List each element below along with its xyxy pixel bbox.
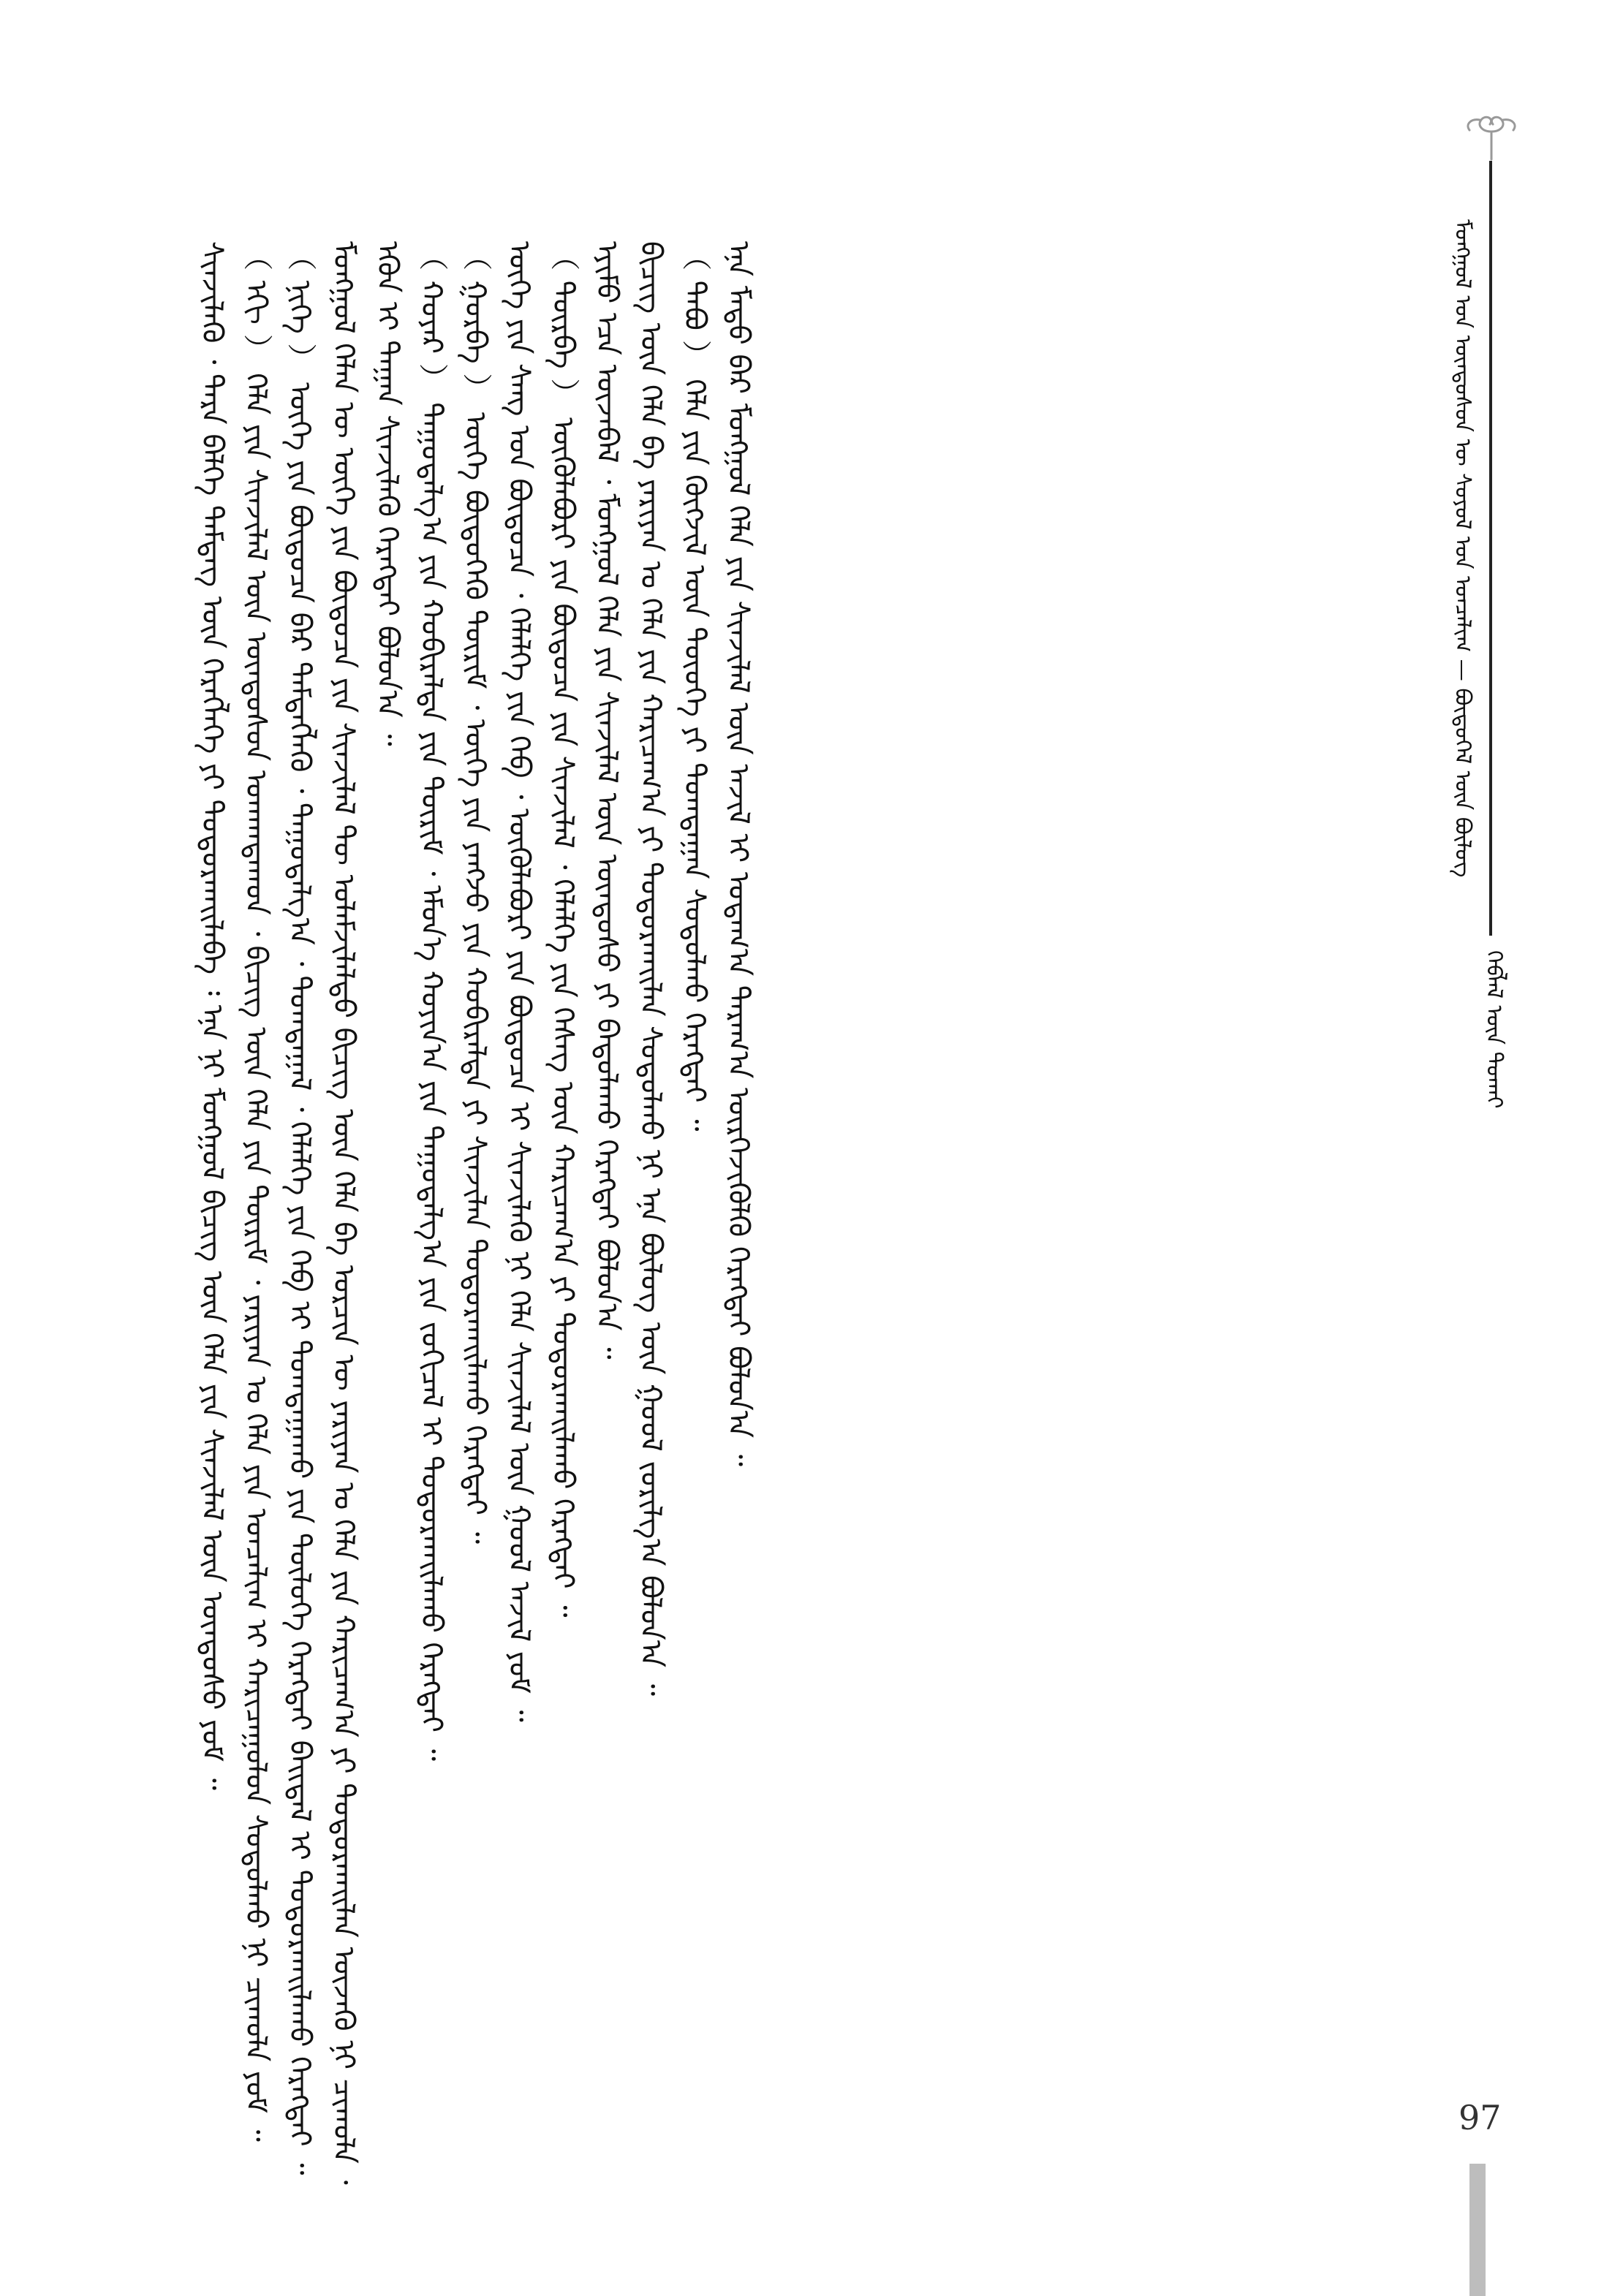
paragraph: （ ᠭᠤᠷᠪᠠ ） ᠦᠭᠡ ᠪᠦᠲᠦᠭᠡᠬᠦ ᠳᠦᠷᠢᠮ ᠂ ᠦᠭᠡ ᠶᠢᠨ ᠶᠠᠩᠵᠤ ᠶᠢᠨ ᠬᠤᠪᠢᠷᠠᠯᠲᠠ ᠶᠢ ᠰᠢᠨᠵᠢᠯᠡᠨ ᠲᠣᠳᠣᠷᠬᠠᠢᠯᠠᠬᠤ ᠬᠡᠷᠡᠭᠲᠡᠢ ᠃ [458, 241, 492, 1545]
page-edge-tab [1469, 2164, 1486, 2296]
running-header-subtitle: ᠬᠡᠪᠯᠡᠯ ᠦᠨ ᠲᠤᠬᠠᠢ [1481, 950, 1507, 1109]
paragraph: （ ᠳᠥᠷᠪᠡ ） ᠦᠭᠦᠯᠡᠪᠦᠷᠢ ᠶᠢᠨ ᠪᠦᠲᠦᠴᠡ ᠶᠢᠨ ᠰᠢᠨᠵᠢᠯᠡᠯ ᠂ ᠬᠡᠯᠡᠯᠭᠡ ᠶᠢᠨ ᠬᠡᠰᠡᠭ ᠦᠨ ᠬᠠᠷᠢᠴᠠᠭ᠎ᠠ ᠶᠢ ᠲᠣᠳᠣᠷᠬᠠᠢᠯᠠᠬᠤ ᠬᠡᠷᠡᠭᠲᠡᠢ ᠃ [546, 241, 580, 1618]
body-text [190, 241, 1433, 2229]
running-header-title: ᠮᠣᠩᠭᠣᠯ ᠤᠨ ᠦᠨᠳᠦᠰᠦᠨ ᠦ ᠰᠤᠶᠤᠯ ᠤᠨ ᠣᠨᠴᠠᠯᠢᠭ — ᠪᠦᠲᠦᠭᠡᠯ ᠦᠨ ᠪᠦᠯᠦᠭ [1450, 219, 1475, 878]
paragraph: （ ᠨᠢᠭᠡ ） ᠦᠭᠡ ᠶᠢᠨ ᠪᠦᠲᠦᠴᠡ ᠪᠡᠷ ᠲᠡᠮᠳᠡᠭᠯᠡᠬᠦ ᠂ ᠳᠠᠭᠤᠳᠠᠯᠭ᠎ᠠ ᠂ ᠲᠣᠭᠲᠠᠭᠠᠯ ᠂ ᠬᠡᠯᠡᠯᠭᠡ ᠶᠢᠨ ᠬᠡᠪ ᠢ ᠲᠣᠭᠲᠠᠭᠠᠬᠤ ᠶᠢᠨ ᠲᠥᠯᠥᠭᠡ ᠬᠡᠷᠡᠭᠲᠡᠢ ᠪᠠᠢᠳᠠᠯ ᠢ ᠲᠣᠳᠣᠷᠬᠠᠢᠯᠠᠬᠤ ᠬᠡᠷᠡᠭᠲᠡᠢ ᠃ [283, 241, 317, 2175]
paragraph: ᠰᠢᠨᠵᠢᠯᠡᠬᠦ ᠂ ᠲᠡᠷᠡ ᠪᠡᠯᠭᠡ ᠲᠡᠮᠳᠡᠭ ᠦᠨ ᠬᠡᠷᠡᠭᠯᠡᠭᠡ ᠶᠢ ᠲᠣᠳᠣᠷᠬᠠᠢᠯᠠᠪᠠ ᠄ ᠡᠨᠡ ᠨᠢ ᠮᠣᠩᠭᠣᠯ ᠪᠢᠴᠢᠭ ᠦᠨ ᠬᠡᠯᠡ ᠶᠢᠨ ᠰᠢᠨᠵᠢᠯᠡᠯ ᠦᠨ ᠦᠨᠳᠦᠰᠦ ᠶᠤᠮ ᠃ [195, 241, 229, 1791]
paragraph: ᠪᠢᠴᠢᠭ ᠦᠨ ᠬᠡᠯᠡ ᠪᠠ ᠶᠠᠷᠢᠶᠠᠨ ᠤ ᠬᠡᠯᠡ ᠶᠢᠨ ᠬᠠᠷᠢᠴᠠᠭ᠎ᠠ ᠶᠢ ᠲᠣᠳᠣᠷᠬᠠᠢᠯᠠᠨ ᠰᠤᠳᠤᠯᠬᠤ ᠨᠢ ᠡᠨᠡ ᠪᠦᠯᠦᠭ ᠦᠨ ᠭᠣᠣᠯ ᠵᠣᠷᠢᠯᠭ᠎ᠠ ᠪᠣᠯᠤᠨ᠎ᠠ ᠃ [634, 241, 667, 1697]
paragraph: （ ᠬᠣᠶᠠᠷ ） ᠳᠠᠭᠤᠳᠠᠯᠭ᠎ᠠ ᠶᠢᠨ ᠬᠤᠪᠢᠷᠠᠯᠲᠠ ᠶᠢᠨ ᠳᠦᠷᠢᠮ ᠂ ᠡᠮᠦᠨ᠎ᠡ ᠬᠣᠶᠢᠨ᠎ᠠ ᠶᠢᠨ ᠳᠠᠭᠤᠳᠠᠯᠭ᠎ᠠ ᠶᠢᠨ ᠵᠣᠬᠢᠴᠠᠯ ᠢ ᠲᠣᠳᠣᠷᠬᠠᠢᠯᠠᠬᠤ ᠬᠡᠷᠡᠭᠲᠡᠢ ᠃ [415, 241, 448, 1762]
paragraph: ᠡᠶᠢᠮᠦ ᠡᠴᠡ ᠦᠵᠡᠪᠡᠯ ᠂ ᠮᠣᠩᠭᠣᠯ ᠬᠡᠯᠡ ᠶᠢᠨ ᠰᠢᠨᠵᠢᠯᠡᠯ ᠦᠨ ᠦᠨᠳᠦᠰᠦ ᠶᠢ ᠪᠠᠲᠤᠯᠠᠬᠤ ᠬᠡᠷᠡᠭᠲᠡᠢ ᠪᠣᠯᠤᠨ᠎ᠠ ᠃ [590, 241, 624, 1360]
header-rule [1489, 161, 1492, 936]
paragraph: ᠡᠨᠡ ᠮᠡᠲᠦ ᠪᠠᠷ ᠮᠣᠩᠭᠣᠯ ᠬᠡᠯᠡ ᠶᠢᠨ ᠰᠢᠨᠵᠢᠯᠡᠯ ᠦᠨ ᠠᠵᠢᠯ ᠢ ᠤᠳᠠᠭ᠎ᠠ ᠳᠠᠷᠠᠭ᠎ᠠ ᠥᠷᠭᠡᠵᠢᠭᠦᠯᠬᠦ ᠬᠡᠷᠡᠭᠲᠡᠢ ᠪᠣᠯᠤᠨ᠎ᠠ ᠃ [722, 241, 755, 1467]
paragraph: （ ᠡᠬᠢ ） ᠬᠡᠯᠡ ᠶᠢᠨ ᠰᠢᠨᠵᠢᠯᠡᠯ ᠦᠨ ᠦᠨᠳᠦᠰᠦᠨ ᠤᠬᠠᠭᠳᠠᠬᠤᠨ ᠂ ᠪᠢᠴᠢᠭ ᠦᠨ ᠬᠡᠯᠡ ᠶᠢᠨ ᠳᠦᠷᠢᠮ ᠂ ᠶᠠᠷᠢᠶᠠᠨ ᠤ ᠬᠡᠯᠡ ᠶᠢᠨ ᠣᠨᠴᠠᠯᠢᠭ ᠢ ᠬᠠᠷᠢᠴᠠᠭᠤᠯᠤᠨ ᠰᠤᠳᠤᠯᠬᠤ ᠨᠢ ᠴᠢᠬᠤᠯᠠ ᠶᠤᠮ ᠃ [239, 241, 273, 2142]
paragraph: ᠮᠣᠩᠭᠣᠯ ᠬᠡᠯᠡᠨ ᠦ ᠦᠭᠡ ᠶᠢᠨ ᠪᠦᠲᠦᠴᠡ ᠶᠢᠨ ᠰᠢᠨᠵᠢᠯᠡᠯ ᠲᠦ ᠤᠯᠠᠮᠵᠢᠯᠠᠯᠲᠤ ᠪᠢᠴᠢᠭ ᠦᠨ ᠬᠡᠯᠡ ᠪᠠ ᠣᠷᠴᠢᠨ ᠦ ᠶᠠᠷᠢᠶᠠᠨ ᠤ ᠬᠡᠯᠡ ᠶᠢᠨ ᠬᠠᠷᠢᠴᠠᠭ᠎ᠠ ᠶᠢ ᠲᠣᠳᠣᠷᠬᠠᠢᠯᠠᠨ ᠦᠵᠡᠬᠦ ᠨᠢ ᠴᠢᠬᠤᠯᠠ ᠂ ᠡᠭᠦᠨ ᠢ ᠳᠠᠭᠠᠨ ᠰᠢᠨᠵᠢᠯᠡᠬᠦ ᠬᠡᠷᠡᠭᠲᠡᠢ ᠪᠣᠯᠤᠨ᠎ᠠ ᠃ [327, 241, 404, 2185]
header-ornament-icon [1455, 110, 1528, 161]
paragraph: （ ᠲᠠᠪᠤ ） ᠬᠡᠯᠡ ᠶᠢᠨ ᠬᠦᠭᠵᠢᠯ ᠦᠨ ᠲᠦᠦᠬᠡ ᠶᠢ ᠲᠣᠭᠲᠠᠭᠠᠨ ᠰᠤᠳᠤᠯᠬᠤ ᠬᠡᠷᠡᠭᠲᠡᠢ ᠃ [678, 241, 711, 1132]
paragraph: ᠦᠭᠡ ᠶᠢᠨ ᠰᠠᠩ ᠤᠨ ᠪᠦᠲᠦᠴᠡ ᠂ ᠬᠡᠯᠡᠯᠭᠡ ᠶᠢᠨ ᠬᠡᠪ ᠂ ᠦᠭᠦᠯᠡᠪᠦᠷᠢ ᠶᠢᠨ ᠪᠦᠲᠦᠴᠡ ᠢ ᠰᠢᠨᠵᠢᠯᠡᠬᠦ ᠨᠢ ᠬᠡᠯᠡ ᠰᠢᠨᠵᠢᠯᠡᠯ ᠦᠨ ᠭᠣᠣᠯ ᠠᠵᠢᠯ ᠶᠤᠮ ᠃ [502, 241, 536, 1722]
page-number: 97 [1459, 2098, 1502, 2137]
